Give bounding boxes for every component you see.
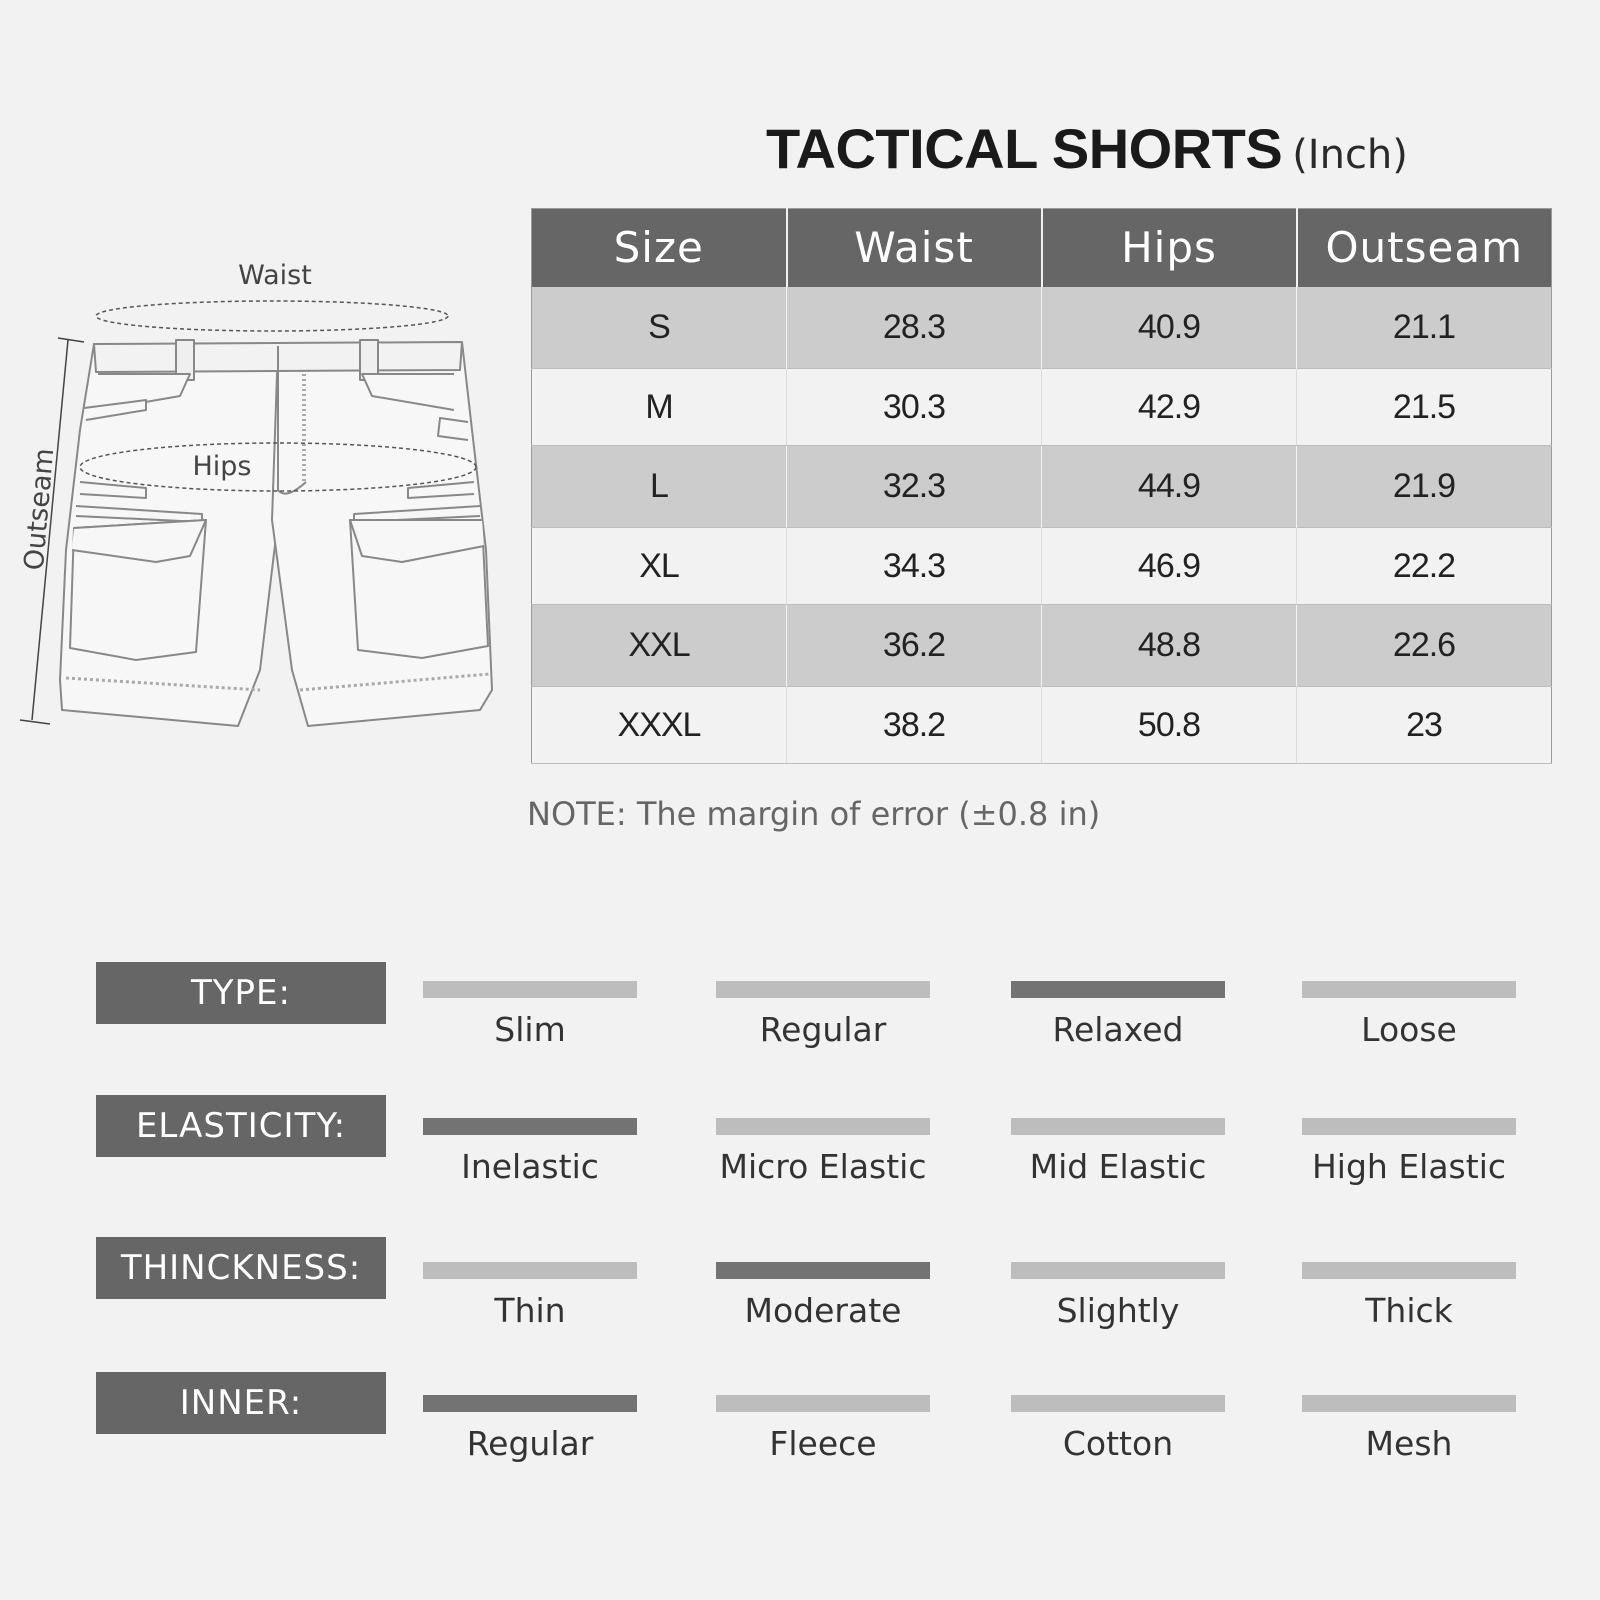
attribute-row-elasticity — [0, 1095, 1600, 1186]
level-bar — [1011, 1262, 1225, 1279]
level-bar — [423, 981, 637, 998]
level-bar — [1011, 981, 1225, 998]
cell-outseam: 21.9 — [1297, 446, 1552, 528]
level-bar — [1011, 1395, 1225, 1412]
option-label: Inelastic — [461, 1147, 599, 1186]
level-bar — [1302, 1118, 1516, 1135]
option-label: Slim — [494, 1010, 566, 1049]
attribute-option — [1011, 1118, 1225, 1186]
level-bar — [423, 1395, 637, 1412]
waist-label: Waist — [238, 260, 312, 291]
outseam-label: Outseam — [18, 446, 61, 572]
level-bar — [716, 1262, 930, 1279]
option-label: Micro Elastic — [719, 1147, 927, 1186]
header-size: Size — [532, 209, 787, 287]
cell-hips: 46.9 — [1042, 528, 1297, 605]
hips-label: Hips — [192, 451, 252, 482]
option-label: Fleece — [769, 1424, 877, 1463]
level-bar — [716, 1118, 930, 1135]
attribute-label: INNER: — [96, 1372, 386, 1434]
cell-outseam: 21.5 — [1297, 369, 1552, 446]
cell-hips: 50.8 — [1042, 687, 1297, 764]
attribute-label: TYPE: — [96, 962, 386, 1024]
level-bar — [423, 1118, 637, 1135]
option-label: Mesh — [1365, 1424, 1453, 1463]
attribute-option — [423, 1395, 637, 1463]
option-label: Slightly — [1056, 1291, 1180, 1330]
cell-outseam: 22.2 — [1297, 528, 1552, 605]
size-chart-table — [531, 208, 1552, 764]
cell-waist: 38.2 — [787, 687, 1042, 764]
cell-waist: 28.3 — [787, 287, 1042, 369]
attribute-option — [716, 981, 930, 1049]
attribute-label: ELASTICITY: — [96, 1095, 386, 1157]
attribute-row-inner — [0, 1372, 1600, 1463]
cell-hips: 42.9 — [1042, 369, 1297, 446]
attribute-option — [423, 1118, 637, 1186]
attribute-option — [1011, 1262, 1225, 1330]
table-row — [532, 287, 1552, 369]
level-bar — [423, 1262, 637, 1279]
option-label: Cotton — [1062, 1424, 1174, 1463]
table-row — [532, 687, 1552, 764]
option-label: Moderate — [744, 1291, 902, 1330]
cell-waist: 30.3 — [787, 369, 1042, 446]
attribute-option — [716, 1395, 930, 1463]
cell-outseam: 22.6 — [1297, 605, 1552, 687]
attribute-row-type — [0, 962, 1600, 1049]
option-label: High Elastic — [1311, 1147, 1507, 1186]
attribute-option — [1302, 1118, 1516, 1186]
level-bar — [1011, 1118, 1225, 1135]
option-label: Mid Elastic — [1029, 1147, 1207, 1186]
attribute-option — [1302, 981, 1516, 1049]
page-title — [766, 116, 1408, 181]
cell-hips: 44.9 — [1042, 446, 1297, 528]
option-label: Thin — [494, 1291, 566, 1330]
header-outseam: Outseam — [1297, 209, 1552, 287]
title-main: TACTICAL SHORTS — [766, 117, 1283, 180]
cell-waist: 34.3 — [787, 528, 1042, 605]
option-label: Relaxed — [1052, 1010, 1184, 1049]
table-row — [532, 528, 1552, 605]
attribute-option — [716, 1262, 930, 1330]
cell-size: XXXL — [532, 687, 787, 764]
level-bar — [1302, 981, 1516, 998]
table-row — [532, 446, 1552, 528]
level-bar — [1302, 1395, 1516, 1412]
header-waist: Waist — [787, 209, 1042, 287]
attribute-option — [423, 1262, 637, 1330]
header-hips: Hips — [1042, 209, 1297, 287]
cell-size: S — [532, 287, 787, 369]
cell-size: XXL — [532, 605, 787, 687]
attribute-option — [1011, 981, 1225, 1049]
table-header-row — [532, 209, 1552, 287]
cell-waist: 36.2 — [787, 605, 1042, 687]
title-unit: (Inch) — [1292, 132, 1408, 178]
attribute-option — [423, 981, 637, 1049]
level-bar — [1302, 1262, 1516, 1279]
cell-size: L — [532, 446, 787, 528]
table-row — [532, 369, 1552, 446]
option-label: Regular — [759, 1010, 887, 1049]
cell-hips: 48.8 — [1042, 605, 1297, 687]
cell-outseam: 23 — [1297, 687, 1552, 764]
cell-outseam: 21.1 — [1297, 287, 1552, 369]
attribute-label: THINCKNESS: — [96, 1237, 386, 1299]
attribute-option — [1302, 1395, 1516, 1463]
table-row — [532, 605, 1552, 687]
cell-waist: 32.3 — [787, 446, 1042, 528]
shorts-diagram — [10, 250, 510, 750]
cell-size: XL — [532, 528, 787, 605]
option-label: Thick — [1365, 1291, 1453, 1330]
option-label: Regular — [466, 1424, 594, 1463]
attribute-option — [716, 1118, 930, 1186]
cell-size: M — [532, 369, 787, 446]
attribute-option — [1302, 1262, 1516, 1330]
option-label: Loose — [1361, 1010, 1457, 1049]
attribute-row-thickness — [0, 1237, 1600, 1330]
margin-of-error-note: NOTE: The margin of error (±0.8 in) — [527, 795, 1101, 833]
attribute-option — [1011, 1395, 1225, 1463]
level-bar — [716, 981, 930, 998]
cell-hips: 40.9 — [1042, 287, 1297, 369]
level-bar — [716, 1395, 930, 1412]
